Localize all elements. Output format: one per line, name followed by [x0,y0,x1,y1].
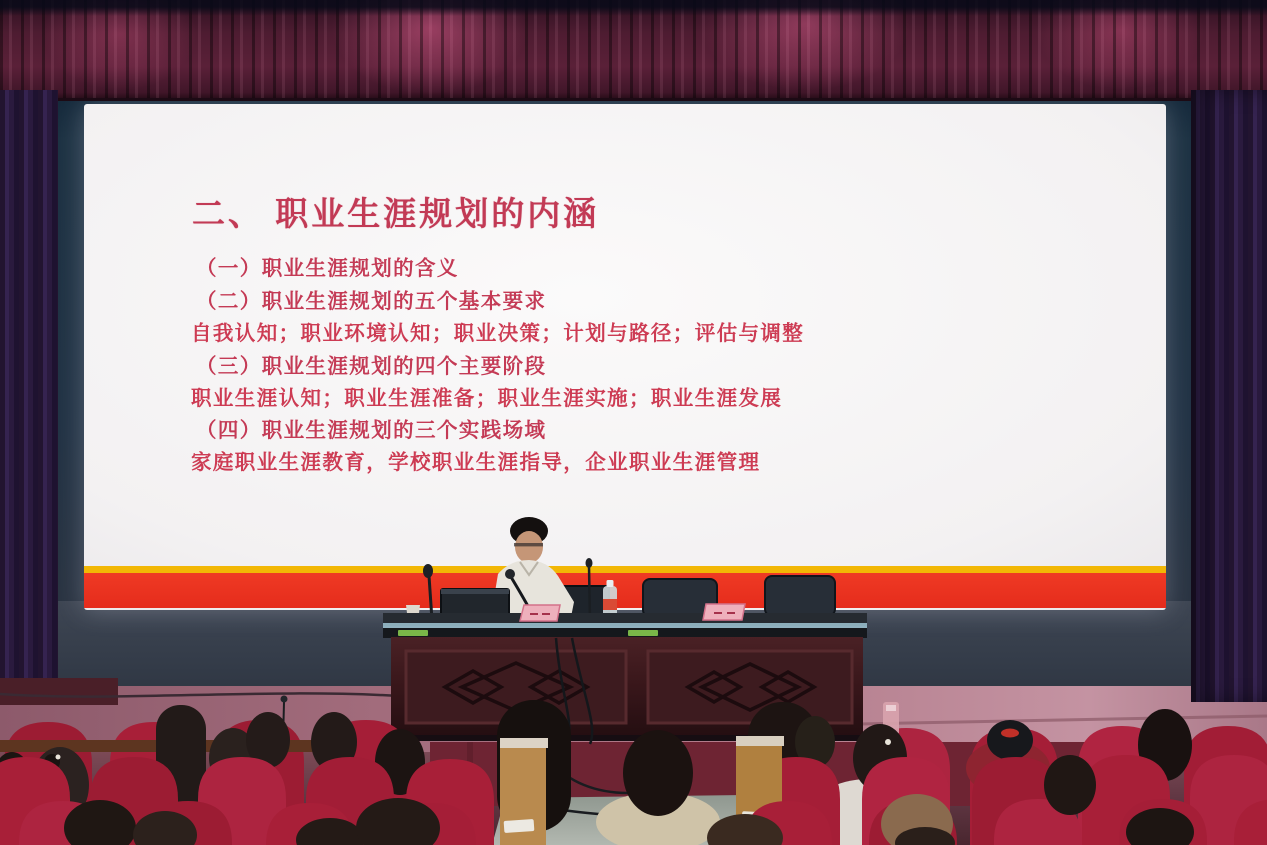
slide-title: 二、 职业生涯规划的内涵 [192,197,600,233]
slide-line-1: （一）职业生涯规划的含义 [196,256,459,280]
slide-line-6: （四）职业生涯规划的三个实践场域 [196,418,547,442]
slide-line-5: 职业生涯认知；职业生涯准备；职业生涯实施；职业生涯发展 [191,386,783,410]
slide-line-7: 家庭职业生涯教育，学校职业生涯指导，企业职业生涯管理 [191,450,761,474]
slide-line-2: （二）职业生涯规划的五个基本要求 [196,289,547,313]
slide-line-3: 自我认知；职业环境认知；职业决策；计划与路径；评估与调整 [191,321,805,345]
slide-line-4: （三）职业生涯规划的四个主要阶段 [196,354,547,378]
